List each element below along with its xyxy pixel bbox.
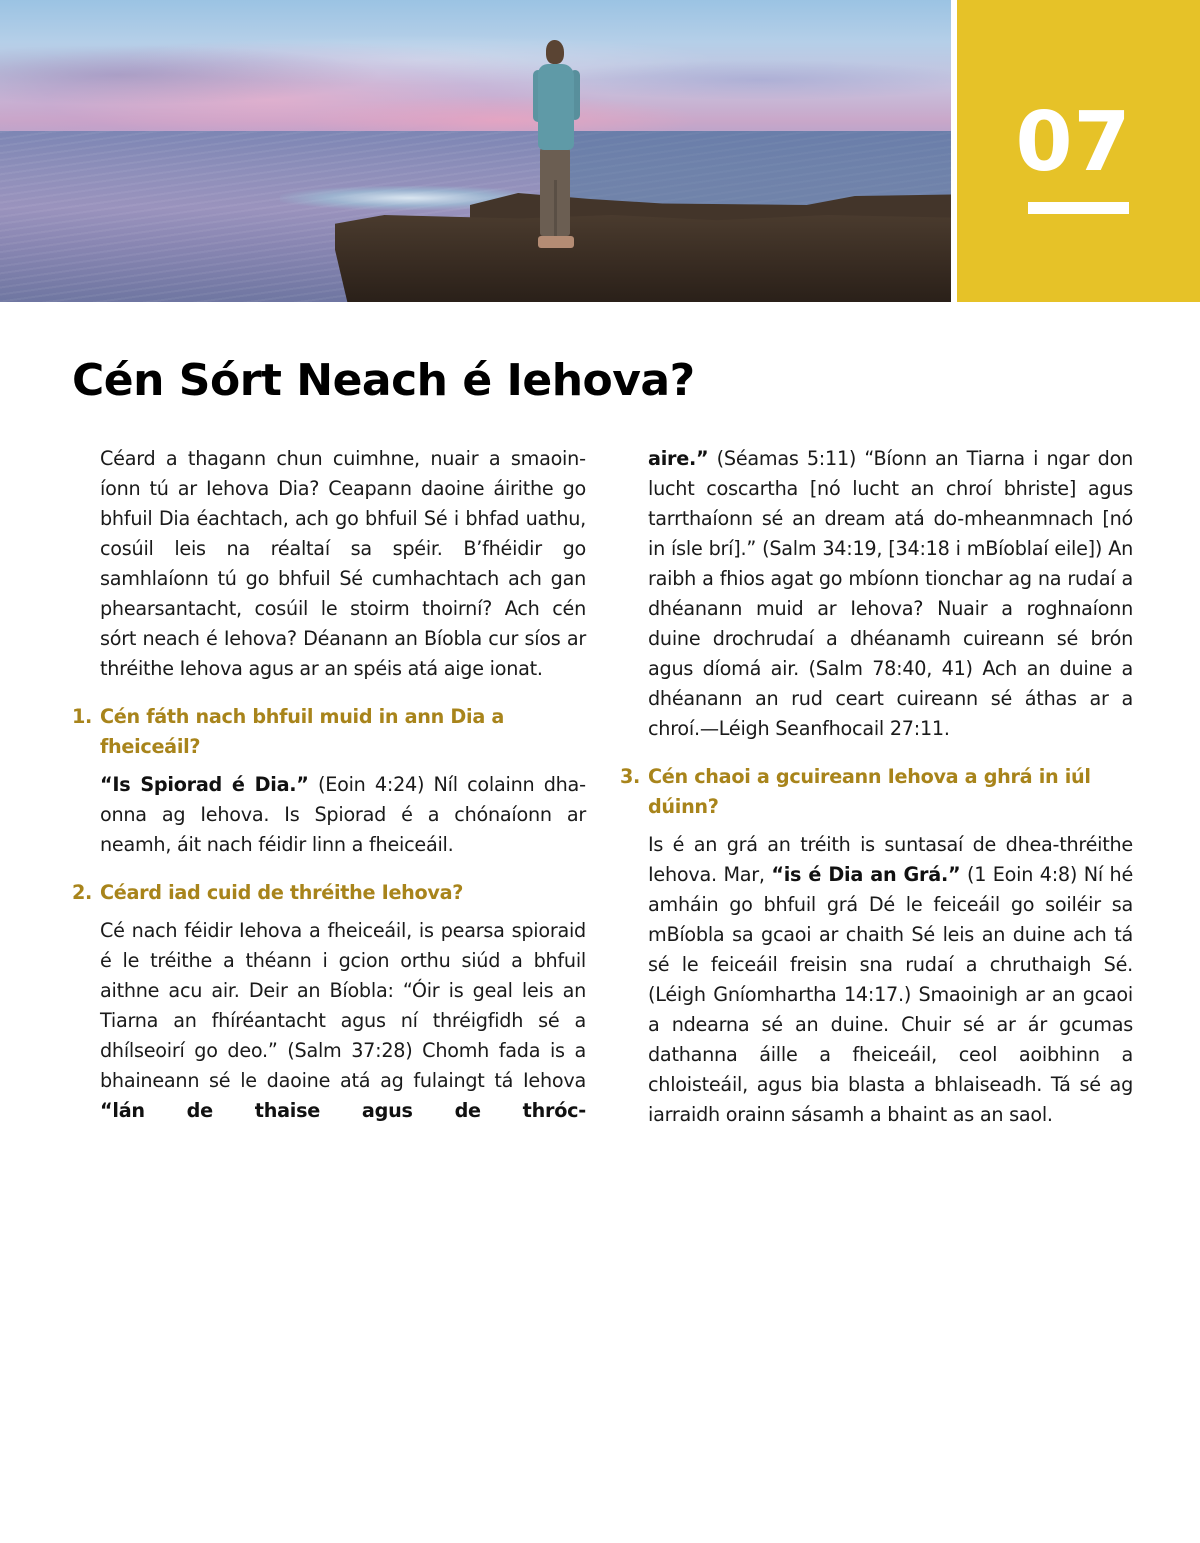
bold-quote-end: aire.”: [648, 447, 709, 470]
bold-quote: “Is Spiorad é Dia.”: [100, 773, 309, 796]
rock-foreground: [335, 215, 951, 302]
question-text: Céard iad cuid de thréithe Iehova?: [100, 881, 464, 904]
section-3: [620, 762, 1133, 1130]
section-2: [72, 878, 586, 1126]
answer-text: Is é an grá an tréith is suntasaí de dhea-thréithe Iehova. Mar,: [648, 833, 1133, 886]
intro-paragraph: Céard a thagann chun cuimhne, nuair a smaoiníonn tú ar Iehova Dia? Ceapann daoine áirithe go bhfuil Dia éachtach, ach go bhfuil Sé i bhfad uathu, cosúil leis na réaltaí sa spéir. B’fhéidir go samhlaíonn tú go bhfuil Sé cumhachtach ach gan phearsantacht, cosúil le stoirm thoirní? Ach cén sórt neach é Iehova? Déanann an Bíobla cur síos ar thréithe Iehova agus ar an spéis atá aige ionat.: [100, 447, 586, 680]
column-left: [72, 444, 586, 1144]
man-figure: [528, 40, 598, 255]
clouds: [0, 0, 951, 130]
question-number: 3.: [620, 765, 641, 788]
man-head: [546, 40, 564, 64]
chapter-underline: [1028, 202, 1129, 214]
bold-quote-start: “lán de thaise agus de thróc-: [100, 1099, 586, 1122]
section-2-continued: [620, 444, 1133, 744]
page-title: Cén Sórt Neach é Iehova?: [72, 355, 695, 406]
leg-gap: [554, 180, 557, 236]
question-3: [620, 762, 1133, 822]
answer-2-part-2: [620, 444, 1133, 744]
question-text: Cén fáth nach bhfuil muid in ann Dia a fheiceáil?: [100, 705, 504, 758]
answer-3: [620, 830, 1133, 1130]
column-right: [620, 444, 1133, 1148]
question-1: [72, 702, 586, 762]
section-1: [72, 702, 586, 860]
question-text: Cén chaoi a gcuireann Iehova a ghrá in iúl dúinn?: [648, 765, 1091, 818]
bold-quote: “is é Dia an Grá.”: [771, 863, 961, 886]
question-2: [72, 878, 586, 908]
answer-text: (Séamas 5:11) “Bíonn an Tiarna i ngar don lucht coscartha [nó lucht an chroí bhriste] agus tarrthaíonn sé an dream atá do-mheanmnach [nó in ísle brí].” (Salm 34:19, [34:18 i mBíoblaí eile]) An raibh a fhios agat go mbíonn tionchar ag na rudaí a dhéanann muid ar Iehova? Nuair a roghnaíonn duine drochrudaí a dhéanamh cuireann sé brón agus díomá air. (Salm 78:40, 41) Ach an duine a dhéanann an rud ceart cuireann sé áthas ar a chroí.—Léigh Seanfhocail 27:11.: [648, 447, 1133, 740]
chapter-number: 07: [1015, 95, 1132, 190]
answer-text: (1 Eoin 4:8) Ní hé amháin go bhfuil grá Dé le feiceáil go soiléir sa mBíobla sa gcaoi ar chaith Sé leis an duine ach tá sé le feiceáil freisin sna rudaí a chruthaigh Sé. (Léigh Gníomhartha 14:17.) Smaoinigh ar an gcaoi a ndearna sé an duine. Chuir sé ar ár gcumas dathanna áille a fheiceáil, ceol aoibhinn a chloisteáil, agus bia blasta a bhlaiseadh. Tá sé ag iarraidh orainn sásamh a bhaint as an saol.: [648, 863, 1133, 1126]
answer-2-part-1: [72, 916, 586, 1126]
chapter-panel: [957, 0, 1200, 302]
answer-text: (Eoin 4:24) Níl colainn dhaonna ag Iehova. Is Spiorad é a chónaíonn ar neamh, áit nach féidir linn a fheiceáil.: [100, 773, 586, 856]
answer-1: [72, 770, 586, 860]
man-shirt: [538, 64, 574, 150]
question-number: 2.: [72, 881, 93, 904]
man-feet: [538, 236, 574, 248]
question-number: 1.: [72, 705, 93, 728]
hero-image: [0, 0, 951, 302]
answer-text: Cé nach féidir Iehova a fheiceáil, is pearsa spioraid é le tréithe a théann i gcion orthu siúd a bhfuil aithne acu air. Deir an Bíobla: “Óir is geal leis an Tiarna an fhíréantacht agus ní thréigfidh sé a dhílseoirí go deo.” (Salm 37:28) Chomh fada is a bhaineann sé le daoine atá ag fulaingt tá Iehova: [100, 919, 586, 1092]
